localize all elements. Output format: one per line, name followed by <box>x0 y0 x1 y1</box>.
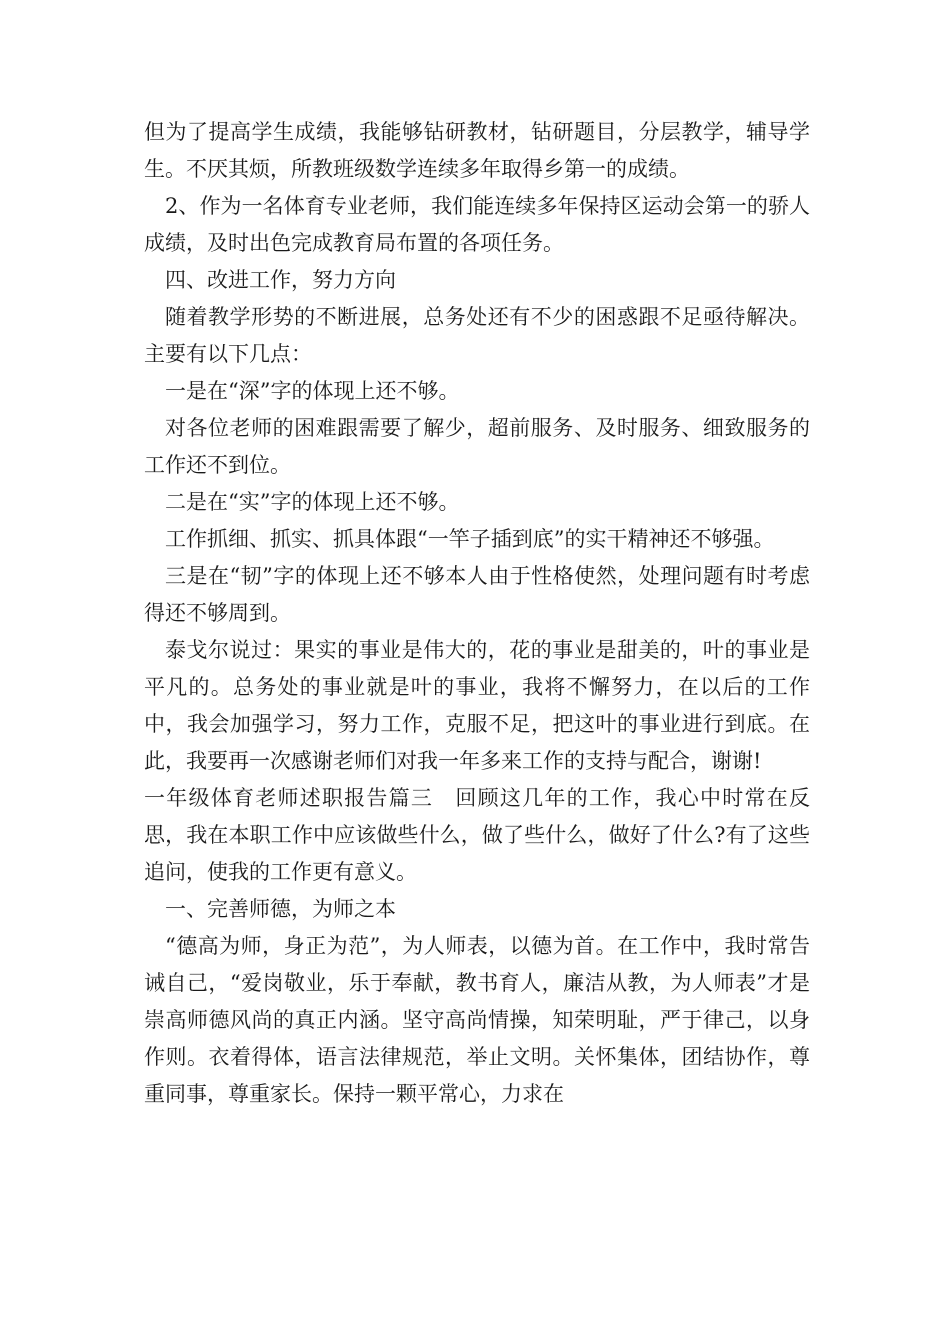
point-2-heading: 二是在“实”字的体现上还不够。 <box>165 490 460 514</box>
paragraph-closing: 泰戈尔说过：果实的事业是伟大的，花的事业是甜美的，叶的事业是平凡的。总务处的事业就是叶的事业，我将不懈努力，在以后的工作中，我会加强学习，努力工作，克服不足，把这叶的事业进行到底。在此，我要再一次感谢老师们对我一年多来工作的支持与配合，谢谢! <box>144 638 810 773</box>
document-body <box>144 114 810 1113</box>
paragraph-ethics: “德高为师，身正为范”，为人师表，以德为首。在工作中，我时常告诫自己，“爱岗敬业，乐于奉献，教书育人，廉洁从教，为人师表”才是崇高师德风尚的真正内涵。坚守高尚情操，知荣明耻，严于律己，以身作则。衣着得体，语言法律规范，举止文明。关怀集体，团结协作，尊重同事，尊重家长。保持一颗平常心，力求在 <box>144 934 810 1106</box>
section-heading-4: 四、改进工作，努力方向 <box>165 268 396 292</box>
point-3: 三是在“韧”字的体现上还不够本人由于性格使然，处理问题有时考虑得还不够周到。 <box>144 564 810 625</box>
paragraph-1: 但为了提高学生成绩，我能够钻研教材，钻研题目，分层教学，辅导学生。不厌其烦，所教班级数学连续多年取得乡第一的成绩。 <box>144 120 810 181</box>
report-3-intro: 一年级体育老师述职报告篇三 回顾这几年的工作，我心中时常在反思，我在本职工作中应该做些什么，做了些什么，做好了什么?有了这些追问，使我的工作更有意义。 <box>144 786 810 884</box>
point-2-detail: 工作抓细、抓实、抓具体跟“一竿子插到底”的实干精神还不够强。 <box>165 527 775 551</box>
point-1-heading: 一是在“深”字的体现上还不够。 <box>165 379 460 403</box>
point-1-detail: 对各位老师的困难跟需要了解少，超前服务、及时服务、细致服务的工作还不到位。 <box>144 416 810 477</box>
paragraph-2: 2、作为一名体育专业老师，我们能连续多年保持区运动会第一的骄人成绩，及时出色完成教育局布置的各项任务。 <box>144 194 810 255</box>
section-heading-1: 一、完善师德，为师之本 <box>165 897 396 921</box>
paragraph-3: 随着教学形势的不断进展，总务处还有不少的困惑跟不足亟待解决。主要有以下几点： <box>144 305 810 366</box>
